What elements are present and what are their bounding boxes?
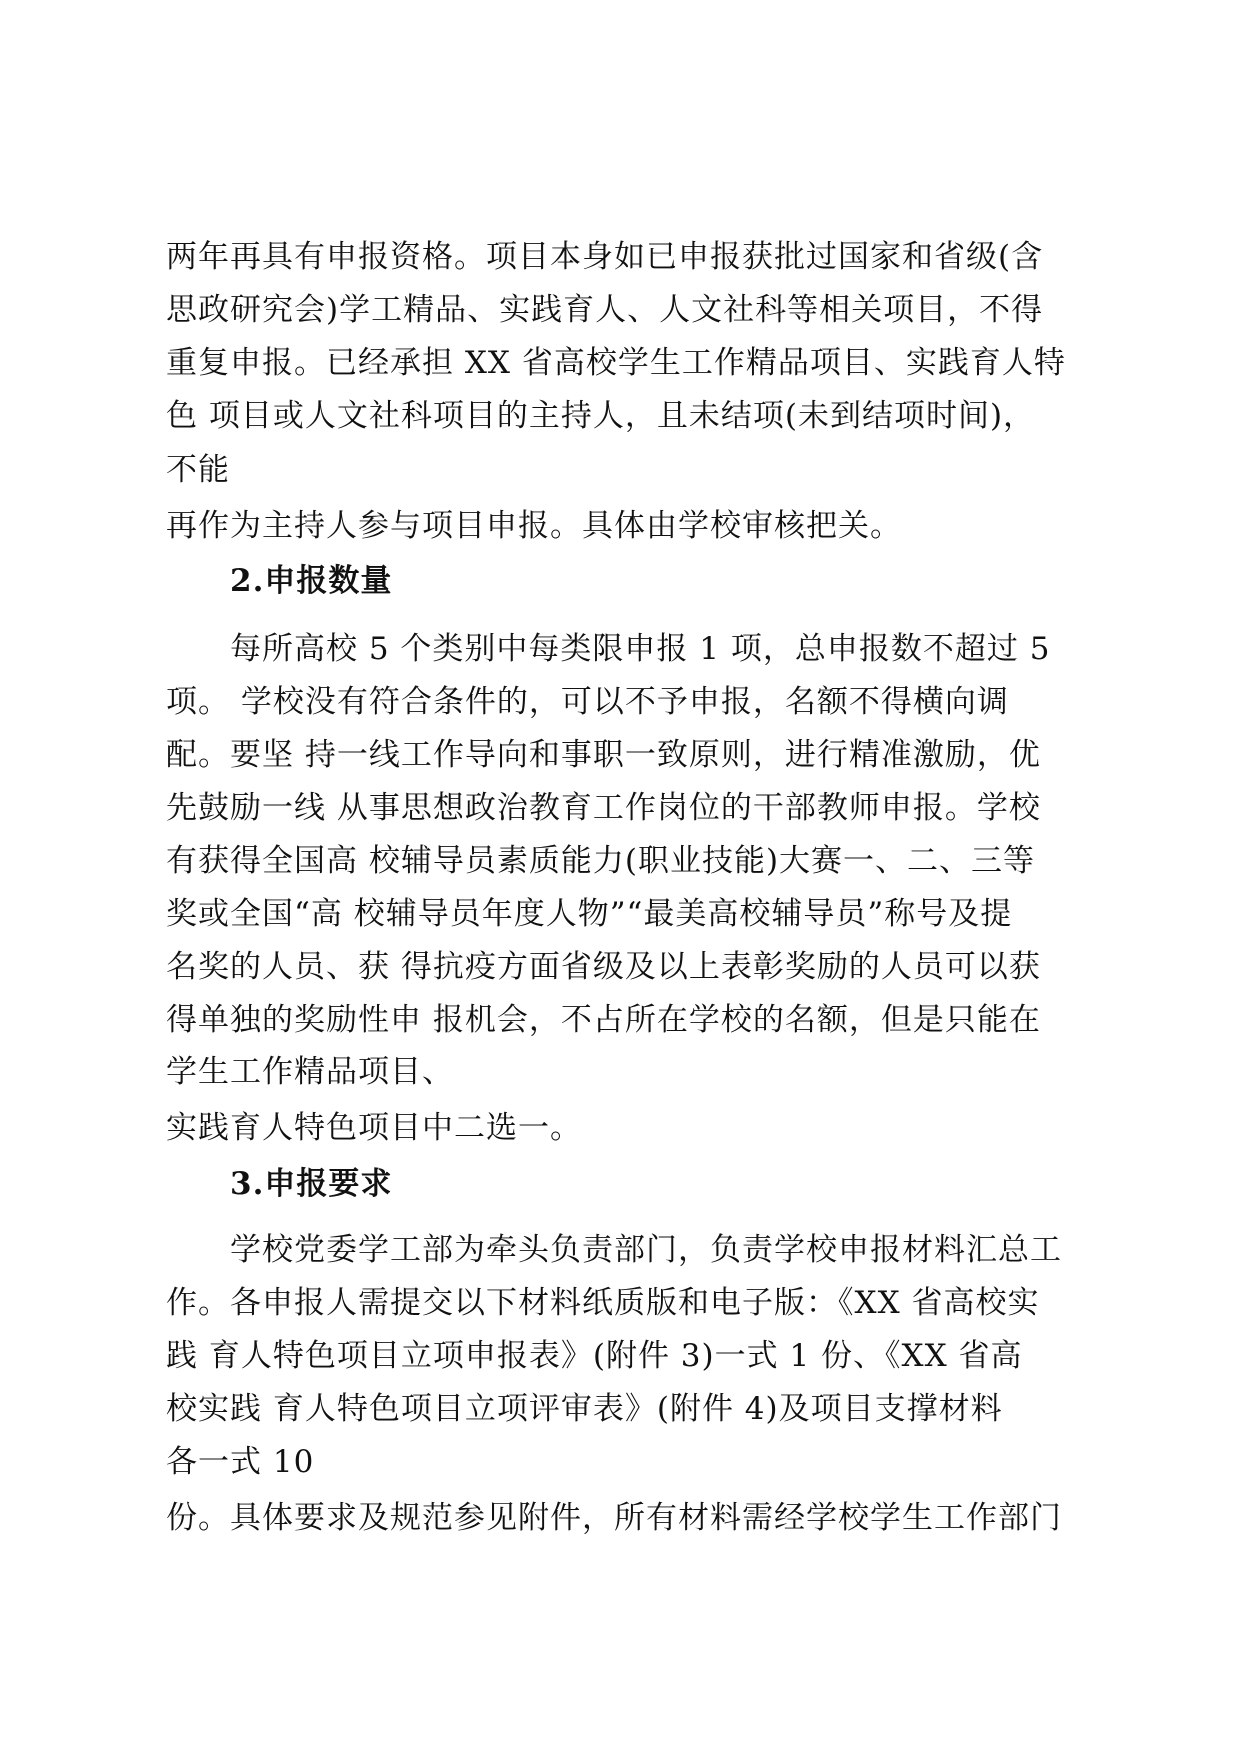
paragraph-line: 有获得全国高 校辅导员素质能力(职业技能)大赛一、二、三等 — [166, 843, 1036, 879]
section-heading-requirements: 3.申报要求 — [230, 1166, 393, 1202]
paragraph-line: 重复申报。已经承担 XX 省高校学生工作精品项目、实践育人特 — [166, 345, 1066, 381]
paragraph-line: 两年再具有申报资格。项目本身如已申报获批过国家和省级(含 — [166, 239, 1044, 275]
paragraph-line: 先鼓励一线 从事思想政治教育工作岗位的干部教师申报。学校 — [166, 790, 1041, 826]
paragraph-line: 色 项目或人文社科项目的主持人，且未结项(未到结项时间)， — [166, 398, 1036, 434]
paragraph-line: 学校党委学工部为牵头负责部门，负责学校申报材料汇总工 — [230, 1232, 1062, 1268]
paragraph-line: 实践育人特色项目中二选一。 — [166, 1110, 582, 1146]
paragraph-line: 得单独的奖励性申 报机会，不占所在学校的名额，但是只能在 — [166, 1002, 1041, 1038]
paragraph-line: 份。具体要求及规范参见附件，所有材料需经学校学生工作部门 — [166, 1500, 1062, 1536]
paragraph-line: 学生工作精品项目、 — [166, 1054, 454, 1090]
paragraph-line: 项。 学校没有符合条件的，可以不予申报，名额不得横向调 — [166, 684, 1009, 720]
paragraph-line: 再作为主持人参与项目申报。具体由学校审核把关。 — [166, 508, 902, 544]
section-heading-quantity: 2.申报数量 — [230, 563, 393, 599]
paragraph-line: 作。各申报人需提交以下材料纸质版和电子版：《XX 省高校实 — [166, 1285, 1040, 1321]
paragraph-line: 践 育人特色项目立项申报表》(附件 3)一式 1 份、《XX 省高 — [166, 1338, 1023, 1374]
paragraph-line: 奖或全国“高 校辅导员年度人物”“最美高校辅导员”称号及提 — [166, 896, 1013, 932]
paragraph-line: 各一式 10 — [166, 1444, 315, 1480]
paragraph-line: 名奖的人员、获 得抗疫方面省级及以上表彰奖励的人员可以获 — [166, 949, 1041, 985]
paragraph-line: 每所高校 5 个类别中每类限申报 1 项，总申报数不超过 5 — [230, 631, 1051, 667]
paragraph-line: 思政研究会)学工精品、实践育人、人文社科等相关项目，不得 — [166, 292, 1044, 328]
paragraph-line: 校实践 育人特色项目立项评审表》(附件 4)及项目支撑材料 — [166, 1391, 1003, 1427]
paragraph-line: 不能 — [166, 452, 230, 488]
paragraph-line: 配。要坚 持一线工作导向和事职一致原则，进行精准激励，优 — [166, 737, 1041, 773]
